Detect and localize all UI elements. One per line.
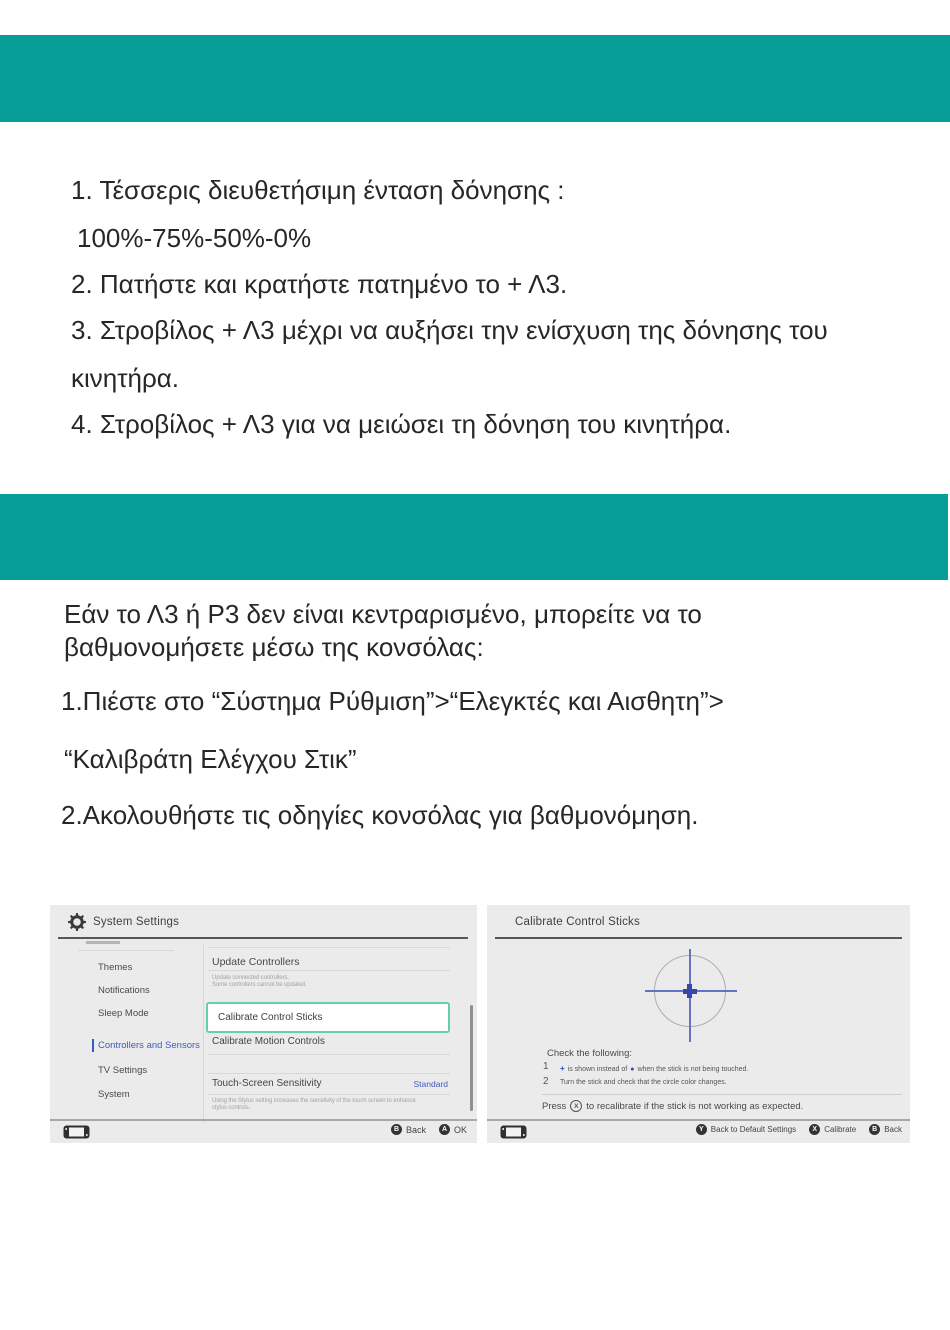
instruction-line-4: 3. Στροβίλος + Λ3 μέχρι να αυξήσει την ενίσχυση της δόνησης του — [71, 315, 828, 345]
calibrate-title: Calibrate Control Sticks — [515, 916, 640, 928]
settings-screenshot — [50, 905, 477, 1143]
calibration-step2: 2.Ακολουθήστε τις οδηγίες κονσόλας για βαθμονόμηση. — [61, 800, 699, 830]
back-label-right: Back — [884, 1125, 902, 1134]
b-button-icon-right: B — [869, 1124, 880, 1135]
sidebar-item-system[interactable]: System — [98, 1089, 130, 1100]
calibrate-motion-controls-button[interactable]: Calibrate Motion Controls — [212, 1036, 325, 1047]
console-icon — [63, 1125, 90, 1139]
ok-label: OK — [453, 1124, 467, 1135]
calibrate-header-rule — [495, 937, 902, 939]
instruction-line-5: κινητήρα. — [71, 363, 180, 393]
back-hint[interactable] — [869, 1124, 902, 1135]
sidebar-item-notifications[interactable]: Notifications — [98, 985, 150, 996]
calibrate-control-sticks-label: Calibrate Control Sticks — [218, 1012, 323, 1023]
touch-top-divider — [208, 1073, 450, 1074]
plus-glyph: + — [560, 1064, 565, 1073]
update-controllers-heading[interactable]: Update Controllers — [212, 956, 300, 968]
check-item-2-text: Turn the stick and check that the circle color changes. — [560, 1079, 727, 1086]
dot-glyph: ● — [630, 1066, 635, 1073]
instruction-line-2: 100%-75%-50%-0% — [77, 223, 312, 253]
y-button-icon: Y — [696, 1124, 707, 1135]
stick-position-plus-icon-h — [683, 989, 697, 994]
check-item-1-number: 1 — [543, 1061, 549, 1072]
ok-button-hint[interactable] — [439, 1124, 467, 1135]
calibration-intro-line-1: Εάν το Λ3 ή Ρ3 δεν είναι κεντραρισμένο, μπορείτε να το — [64, 599, 702, 629]
update-controllers-desc-2: Some controllers cannot be updated. — [212, 982, 307, 988]
instruction-line-1: 1. Τέσσερις διευθετήσιμη ένταση δόνησης : — [71, 175, 565, 205]
settings-header-rule — [58, 937, 468, 939]
settings-footer-rule — [50, 1119, 477, 1121]
a-button-icon: A — [439, 1124, 450, 1135]
back-button-hint[interactable] — [391, 1124, 426, 1135]
update-controllers-divider — [208, 970, 450, 971]
console-icon-right — [500, 1125, 527, 1139]
press-text-pre: Press — [542, 1100, 567, 1112]
touch-screen-sensitivity-value: Standard — [413, 1079, 448, 1089]
back-to-default-settings-label: Back to Default Settings — [710, 1125, 797, 1134]
instruction-line-6: 4. Στροβίλος + Λ3 για να μειώσει τη δόνηση του κινητήρα. — [71, 409, 732, 439]
calibrate-label: Calibrate — [824, 1125, 857, 1134]
instruction-line-3: 2. Πατήστε και κρατήστε πατημένο το + Λ3. — [71, 269, 568, 299]
sidebar-item-themes[interactable]: Themes — [98, 962, 133, 973]
calibration-intro-line-2: βαθμονομήσετε μέσω της κονσόλας: — [64, 632, 484, 662]
settings-title: System Settings — [93, 916, 180, 928]
content-scrollbar[interactable] — [470, 1005, 473, 1111]
calibrate-footer-rule — [487, 1119, 910, 1121]
calibrate-hint[interactable] — [809, 1124, 856, 1135]
check-divider — [542, 1094, 902, 1095]
sidebar-item-controllers-and-sensors[interactable]: Controllers and Sensors — [98, 1040, 200, 1051]
check-heading: Check the following: — [547, 1048, 633, 1059]
x-button-icon: X — [809, 1124, 820, 1135]
scrolled-item-fragment — [86, 941, 120, 944]
motion-divider — [208, 1054, 450, 1055]
update-controllers-desc-1: Update connected controllers. — [212, 975, 289, 981]
check-item-2-number: 2 — [543, 1076, 549, 1087]
back-to-default-settings-hint[interactable] — [696, 1124, 796, 1135]
gear-icon — [68, 913, 86, 931]
sidebar-vertical-divider — [203, 945, 204, 1123]
top-banner — [0, 35, 950, 122]
calibrate-screenshot — [487, 905, 910, 1143]
touch-desc-2: stylus controls. — [212, 1105, 251, 1111]
b-button-icon: B — [391, 1124, 402, 1135]
press-text-post: to recalibrate if the stick is not working as expected. — [586, 1100, 804, 1112]
touch-desc-1: Using the Stylus setting increases the sensitivity of the touch screen to enhance — [212, 1098, 416, 1104]
x-button-outline-icon: X — [570, 1100, 582, 1112]
calibration-step1-line-2: “Καλιβράτη Ελέγχου Στικ” — [64, 744, 357, 774]
touch-screen-sensitivity-label[interactable]: Touch-Screen Sensitivity — [212, 1078, 322, 1089]
check-item-1-text-b: when the stick is not being touched. — [637, 1066, 749, 1073]
check-item-1-text-a: is shown instead of — [567, 1066, 628, 1073]
sidebar-top-divider — [78, 950, 174, 951]
sidebar-item-sleep-mode[interactable]: Sleep Mode — [98, 1008, 149, 1019]
back-label: Back — [405, 1124, 426, 1135]
content-top-divider — [208, 947, 450, 948]
calibration-step1-line-1: 1.Πιέστε στο “Σύστημα Ρύθμιση”>“Ελεγκτές και Αισθητη”> — [61, 686, 724, 716]
calibrate-control-sticks-button[interactable] — [206, 1002, 450, 1033]
sidebar-active-indicator — [92, 1039, 94, 1052]
touch-bottom-divider — [208, 1094, 450, 1095]
section-banner — [0, 494, 948, 580]
sidebar-item-tv-settings[interactable]: TV Settings — [98, 1065, 148, 1076]
